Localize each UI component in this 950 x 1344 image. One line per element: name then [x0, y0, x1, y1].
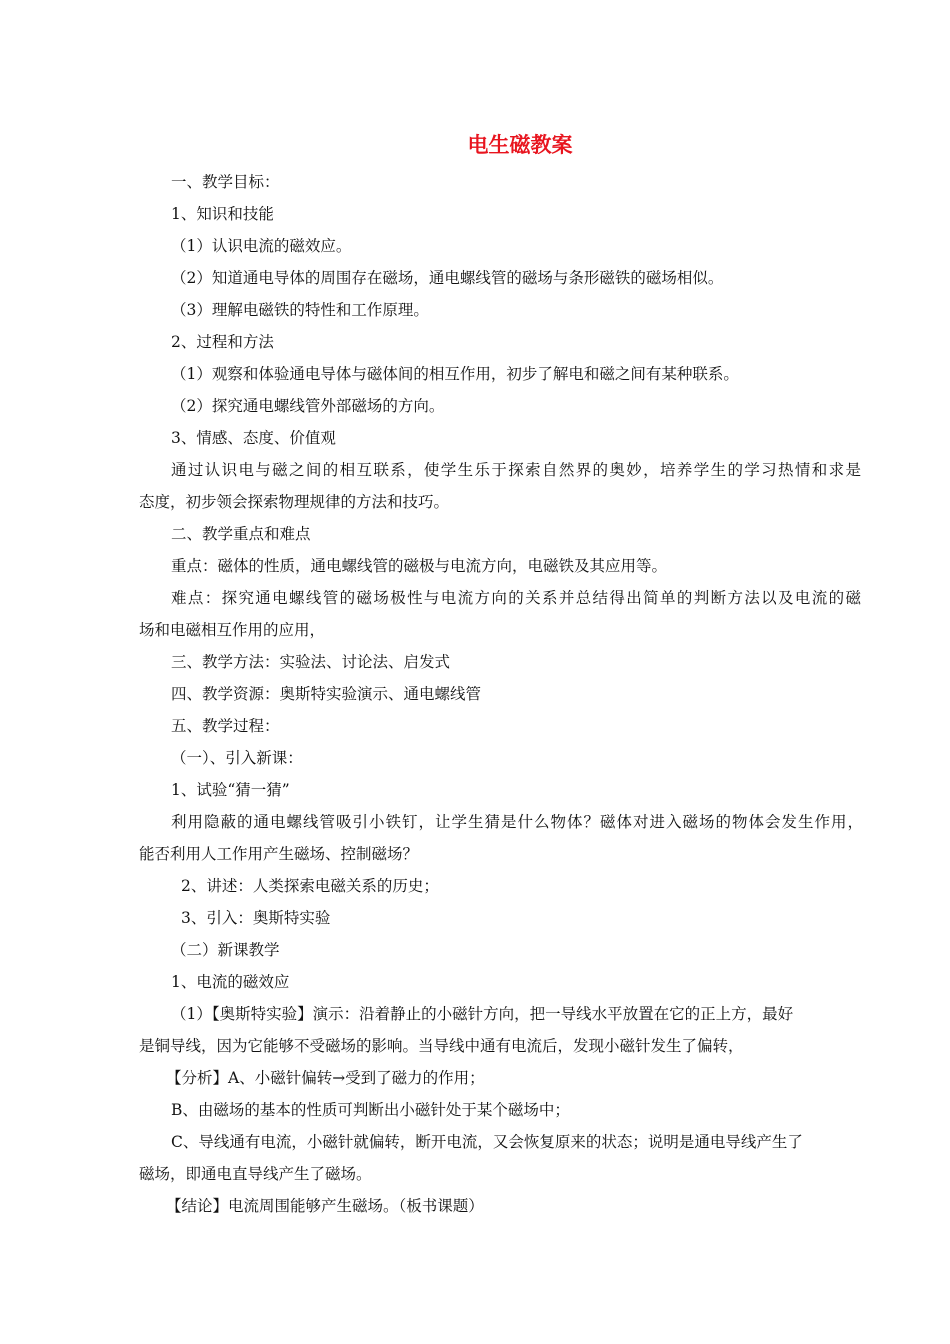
text-line: 利用隐蔽的通电螺线管吸引小铁钉，让学生猜是什么物体？磁体对进入磁场的物体会发生作用， [171, 813, 863, 831]
text-line: 五、教学过程： [171, 717, 280, 735]
text-line: （1）【奥斯特实验】演示：沿着静止的小磁针方向，把一导线水平放置在它的正上方，最好 [171, 1005, 794, 1023]
text-line: 二、教学重点和难点 [171, 525, 311, 543]
text-line: 能否利用人工作用产生磁场、控制磁场？ [139, 845, 419, 863]
text-line: 磁场，即通电直导线产生了磁场。 [139, 1165, 372, 1183]
text-line: （2）探究通电螺线管外部磁场的方向。 [171, 397, 445, 415]
text-line: （1）观察和体验通电导体与磁体间的相互作用，初步了解电和磁之间有某种联系。 [171, 365, 739, 383]
text-line: 1、电流的磁效应 [171, 973, 290, 991]
text-line: 三、教学方法：实验法、讨论法、启发式 [171, 653, 451, 671]
text-line: 3、引入：奥斯特实验 [181, 909, 331, 927]
text-line: 难点：探究通电螺线管的磁场极性与电流方向的关系并总结得出简单的判断方法以及电流的磁 [171, 589, 861, 607]
text-line: 通过认识电与磁之间的相互联系，使学生乐于探索自然界的奥妙，培养学生的学习热情和求是 [171, 461, 861, 479]
text-line: 一、教学目标： [171, 173, 280, 191]
text-line: 【结论】电流周围能够产生磁场。（板书课题） [166, 1197, 484, 1215]
text-line: 重点：磁体的性质，通电螺线管的磁极与电流方向，电磁铁及其应用等。 [171, 557, 668, 575]
text-line: 是铜导线，因为它能够不受磁场的影响。当导线中通有电流后，发现小磁针发生了偏转， [139, 1037, 744, 1055]
text-line: （1）认识电流的磁效应。 [171, 237, 352, 255]
text-line: B、由磁场的基本的性质可判断出小磁针处于某个磁场中； [171, 1101, 570, 1119]
text-line: 【分析】A、小磁针偏转→受到了磁力的作用； [166, 1069, 485, 1087]
text-line: （3）理解电磁铁的特性和工作原理。 [171, 301, 429, 319]
text-line: （一）、引入新课： [171, 749, 303, 767]
text-line: 3、情感、态度、价值观 [171, 429, 336, 447]
text-line: 1、试验“猜一猜” [171, 781, 290, 799]
text-line: C、导线通有电流，小磁针就偏转，断开电流，又会恢复原来的状态；说明是通电导线产生了 [171, 1133, 803, 1151]
text-line: 2、讲述：人类探索电磁关系的历史； [181, 877, 439, 895]
text-line: （二）新课教学 [171, 941, 280, 959]
text-line: 场和电磁相互作用的应用， [139, 621, 326, 639]
text-line: 态度，初步领会探索物理规律的方法和技巧。 [139, 493, 450, 511]
text-line: 2、过程和方法 [171, 333, 274, 351]
text-line: （2）知道通电导体的周围存在磁场，通电螺线管的磁场与条形磁铁的磁场相似。 [171, 269, 724, 287]
page-title: 电生磁教案 [467, 133, 573, 157]
text-line: 四、教学资源：奥斯特实验演示、通电螺线管 [171, 685, 482, 703]
text-line: 1、知识和技能 [171, 205, 274, 223]
